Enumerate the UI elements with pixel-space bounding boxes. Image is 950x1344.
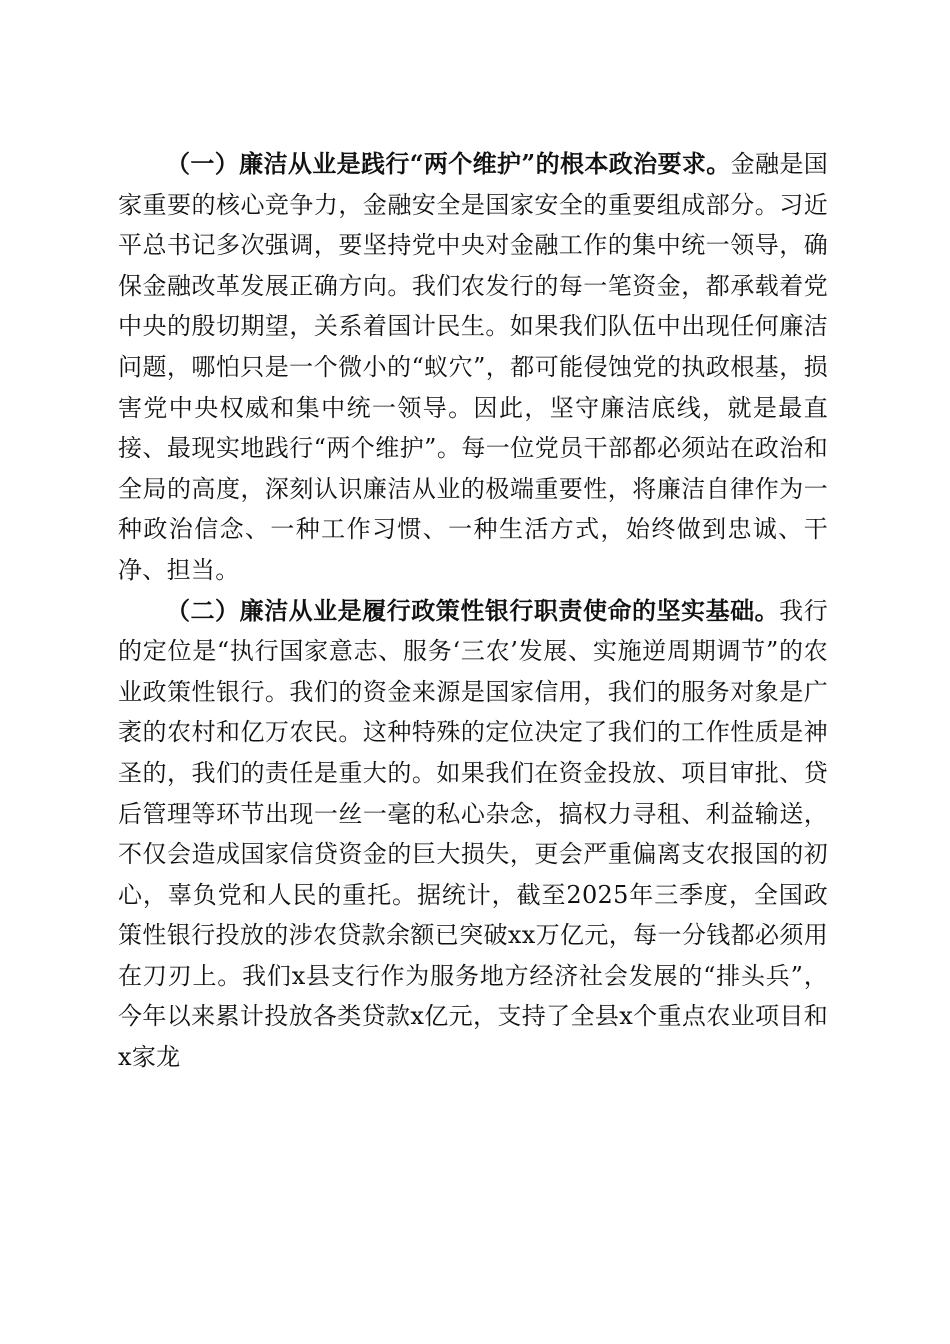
paragraph-2-heading: （二）廉洁从业是履行政策性银行职责使命的坚实基础。 — [166, 595, 780, 625]
paragraph-2 — [118, 591, 828, 1078]
document-page — [118, 144, 828, 1078]
paragraph-2-body: 我行的定位是“执行国家意志、服务‘三农’发展、实施逆周期调节”的农业政策性银行。我们的资金来源是国家信用，我们的服务对象是广袤的农村和亿万农民。这种特殊的定位决定了我们的工作性质是神圣的，我们的责任是重大的。如果我们在资金投放、项目审批、贷后管理等环节出现一丝一毫的私心杂念，搞权力寻租、利益输送，不仅会造成国家信贷资金的巨大损失，更会严重偏离支农报国的初心，辜负党和人民的重托。据统计，截至2025年三季度，全国政策性银行投放的涉农贷款余额已突破xx万亿元，每一分钱都必须用在刀刃上。我们x县支行作为服务地方经济社会发展的“排头兵”，今年以来累计投放各类贷款x亿元，支持了全县x个重点农业项目和x家龙 — [118, 596, 828, 1072]
paragraph-1-heading: （一）廉洁从业是践行“两个维护”的根本政治要求。 — [166, 149, 731, 178]
paragraph-1-body: 金融是国家重要的核心竞争力，金融安全是国家安全的重要组成部分。习近平总书记多次强调，要坚持党中央对金融工作的集中统一领导，确保金融改革发展正确方向。我们农发行的每一笔资金，都承载着党中央的殷切期望，关系着国计民生。如果我们队伍中出现任何廉洁问题，哪怕只是一个微小的“蚁穴”，都可能侵蚀党的执政根基，损害党中央权威和集中统一领导。因此，坚守廉洁底线，就是最直接、最现实地践行“两个维护”。每一位党员干部都必须站在政治和全局的高度，深刻认识廉洁从业的极端重要性，将廉洁自律作为一种政治信念、一种工作习惯、一种生活方式，始终做到忠诚、干净、担当。 — [118, 150, 828, 584]
paragraph-1 — [118, 144, 828, 591]
